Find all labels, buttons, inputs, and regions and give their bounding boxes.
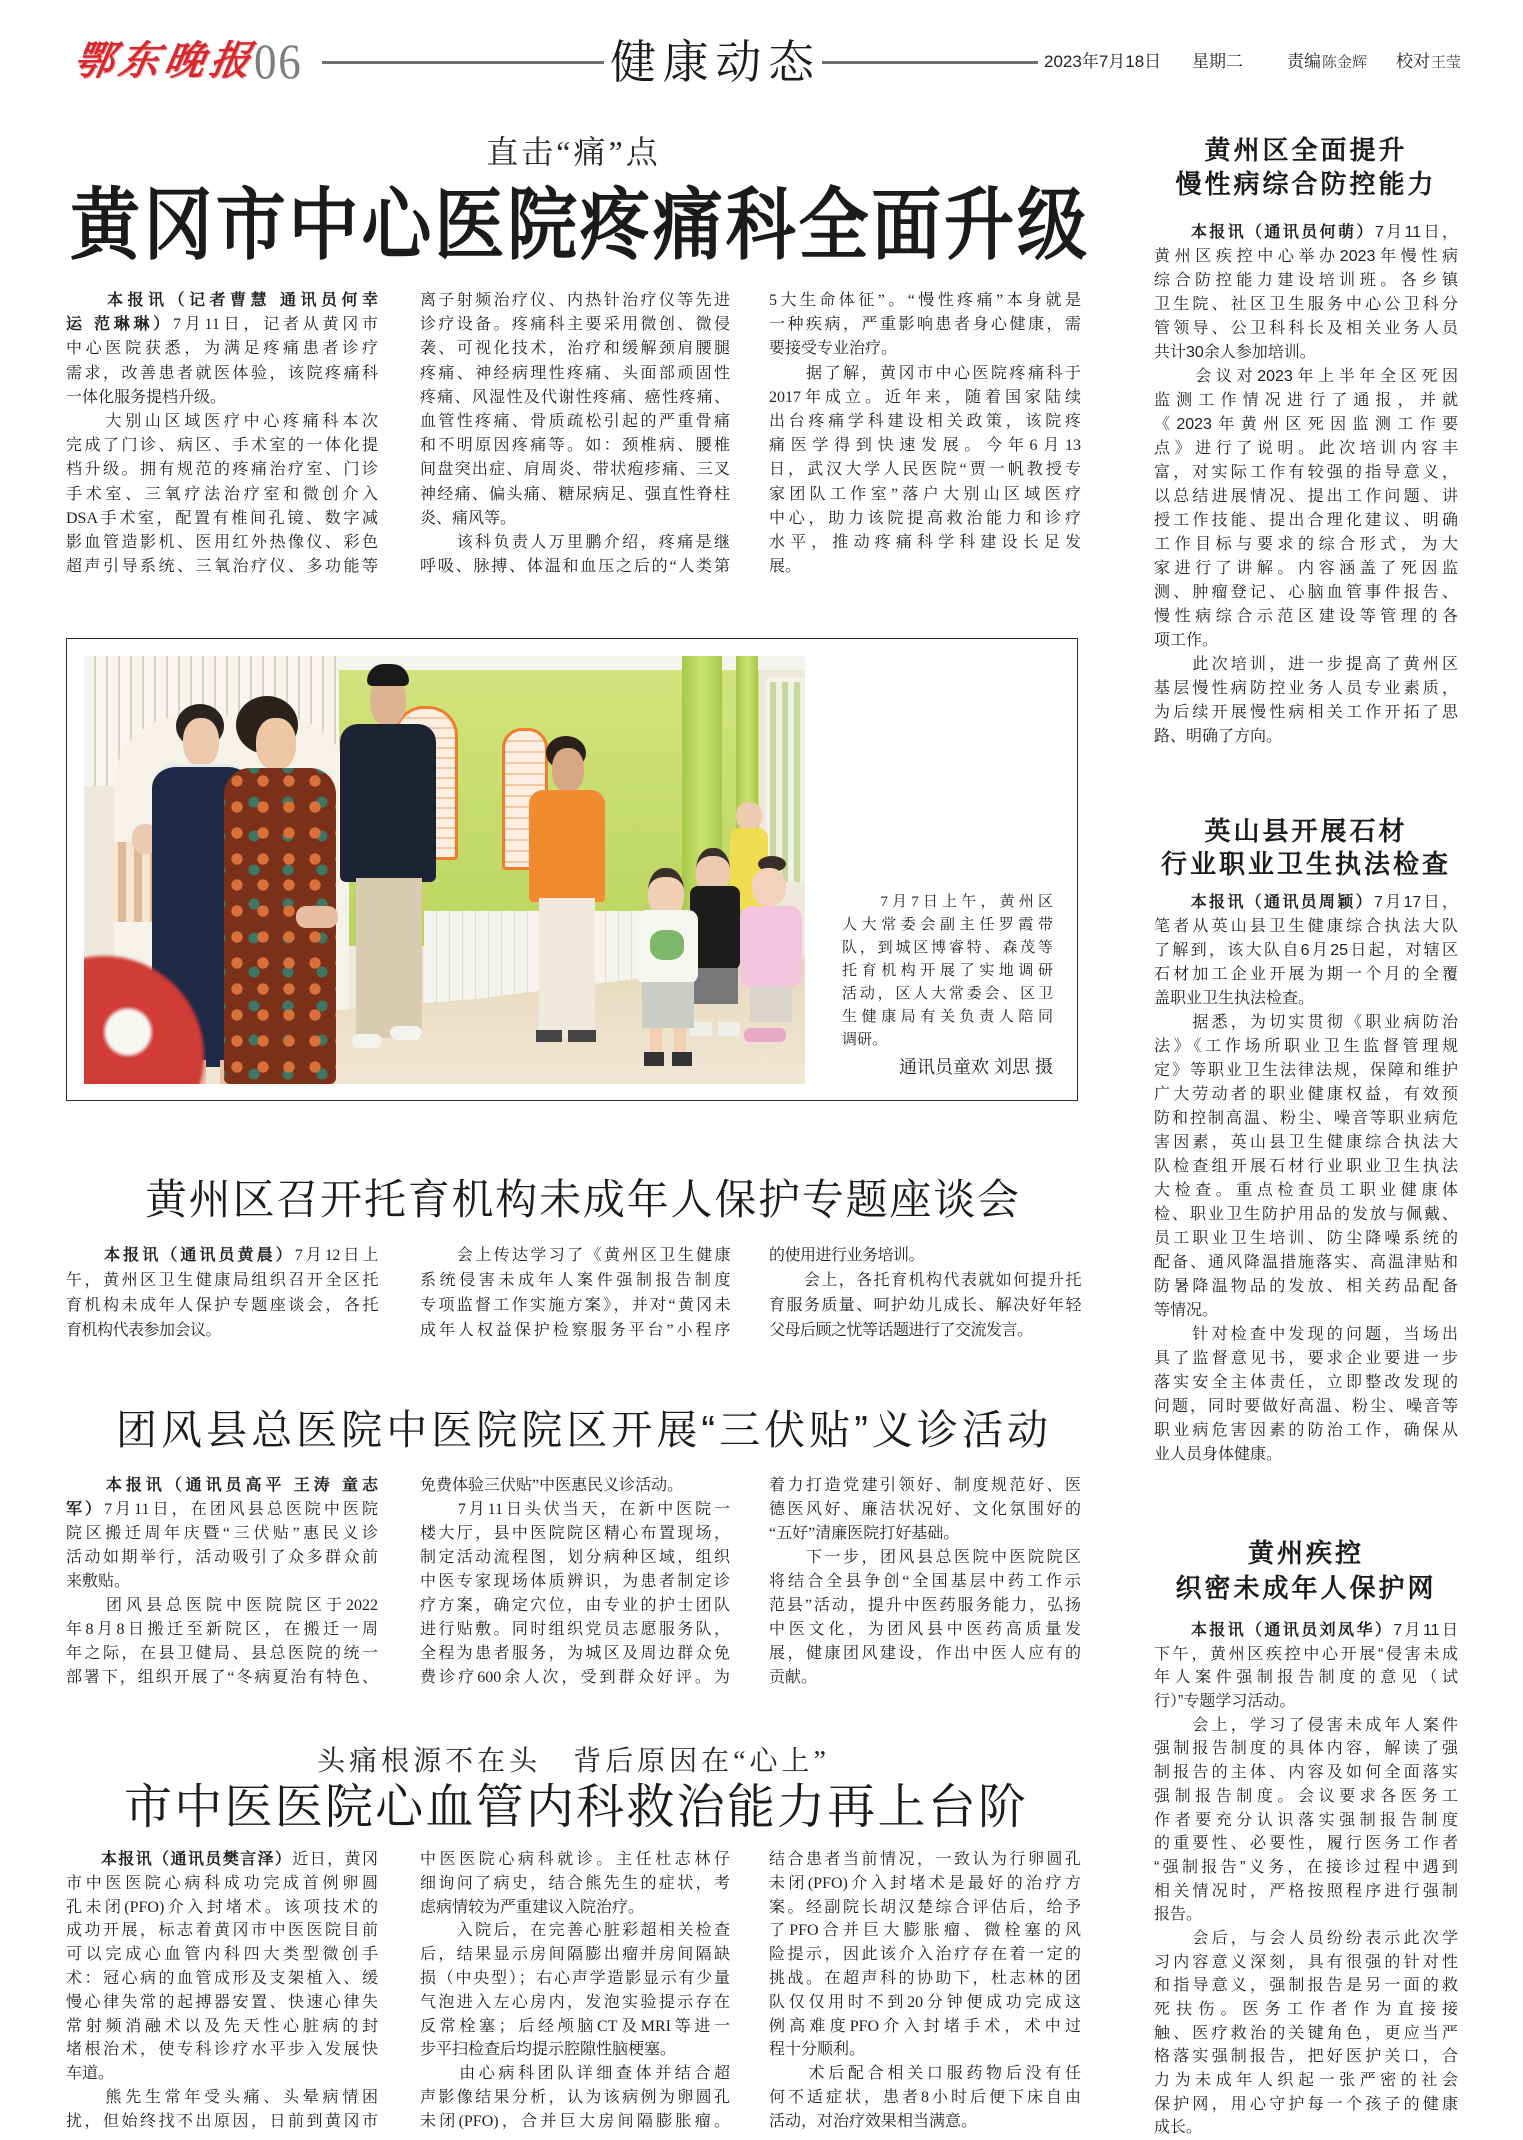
- text-line: 《2023年黄州区死因监测工作要: [1154, 416, 1458, 433]
- text-line: 配备、通风降温措施落实、高温津贴和: [1154, 1254, 1458, 1271]
- text-line: 据了解，黄冈市中心医院疼痛科于: [769, 364, 1081, 382]
- tcm-story-kicker: 头痛根源不在头 背后原因在“心上”: [317, 1746, 830, 1777]
- text-line: 结合患者当前情况，一致认为行卵圆孔: [769, 1851, 1081, 1868]
- text-line: 的重要性、必要性，履行医务工作者: [1154, 1835, 1458, 1853]
- text-line: 血管性疼痛、骨质疏松引起的严重骨痛: [420, 412, 730, 430]
- tuanfeng-story-headline: 团风县总医院中医院院区开展“三伏贴”义诊活动: [116, 1407, 1048, 1453]
- text-line: 孔未闭(PFO)介入封堵术。该项技术的: [66, 1898, 378, 1916]
- text-line: 成功开展，标志着黄冈市中医医院目前: [66, 1922, 378, 1940]
- text-line: 育机构代表参加会议。: [66, 1322, 222, 1339]
- text-line: 共计30余人参加培训。: [1154, 344, 1316, 361]
- text-line: 等情况。: [1154, 1302, 1219, 1319]
- byline: 本报讯（通讯员高平 王涛 童志: [105, 1477, 378, 1494]
- text-line: 测、肿瘤登记、心脑血管事件报告、: [1154, 584, 1458, 601]
- text-line: 疼痛、风湿性及代谢性疼痛、癌性疼痛、: [420, 388, 730, 406]
- text-column: [1154, 891, 1458, 1467]
- text-line: 法》《工作场所职业卫生监督管理规: [1154, 1038, 1458, 1055]
- text-line: 综合防控能力建设培训班。各乡镇: [1154, 272, 1458, 289]
- text-line: 年人案件强制报告制度的意见（试: [1154, 1669, 1458, 1687]
- text-line: 常射频消融术以及先天性心脏病的封: [66, 2017, 378, 2035]
- photo-child-yellow-head: [736, 802, 762, 830]
- text-line: 队仅仅用时不到20分钟便成功完成这: [769, 1993, 1081, 2011]
- photo-woman-pattern-face: [256, 718, 296, 770]
- text-line: 险提示，因此该介入治疗存在着一定的: [769, 1946, 1081, 1964]
- text-line: 家进行了讲解。内容涵盖了死因监: [1154, 560, 1458, 577]
- lead-story-headline: 黄冈市中心医院疼痛科全面升级: [70, 181, 1087, 269]
- text-line: 声影像结果分析，认为该病例为卵圆孔: [420, 2088, 730, 2106]
- text-line: 车道。: [66, 2065, 115, 2083]
- text-line: 将结合全县争创“全国基层中药工作示: [769, 1573, 1081, 1590]
- text-line: 档升级。拥有规范的疼痛治疗室、门诊: [66, 461, 378, 479]
- text-line: 作者要充分认识落实强制报告制度: [1154, 1811, 1458, 1829]
- photo-credit: 通讯员童欢 刘思 摄: [898, 1057, 1053, 1077]
- photo-man-hair: [367, 664, 409, 686]
- text-line: 进行贴敷。同时组织党员志愿服务队，: [420, 1621, 730, 1638]
- text-line: 为后续开展慢性病相关工作开拓了思: [1154, 704, 1458, 721]
- text-line: 富，对实际工作有较强的指导意义，: [1154, 464, 1458, 481]
- photo-woman-orange-face: [552, 748, 584, 792]
- lead-story-kicker: 直击“痛”点: [486, 134, 661, 170]
- text-line: 本报讯（通讯员黄晨）7月12日上: [104, 1247, 378, 1264]
- text-line: 贡献。: [769, 1669, 818, 1686]
- text-line: 虑病情较为严重建议入院治疗。: [420, 1898, 645, 1916]
- text-line: 展，健康团风建设，作出中医人应有的: [769, 1645, 1081, 1662]
- text-line: 授工作技能、提出合理化建议、明确: [1154, 512, 1458, 529]
- text-column: [420, 1474, 730, 1690]
- text-line: 队，到城区博睿特、森茂等: [842, 940, 1053, 956]
- text-column: [1154, 221, 1458, 749]
- text-line: 7月7日上午，黄州区: [842, 894, 1053, 910]
- text-line: 针对检查中发现的问题，当场出: [1154, 1326, 1458, 1343]
- masthead-rule-right: [822, 61, 1038, 64]
- proofreader-label: 校对: [1396, 52, 1430, 71]
- text-line: 需求，改善患者就医体验，该院疼痛科: [66, 364, 378, 382]
- issue-date: 2023年7月18日: [1044, 52, 1162, 71]
- text-line: 团风县总医院中医院院区于2022: [66, 1597, 378, 1614]
- text-line: 未闭(PFO)，合并巨大房间隔膨胀瘤。: [420, 2112, 730, 2130]
- childcare-story-headline: 黄州区召开托育机构未成年人保护专题座谈会: [145, 1176, 1019, 1223]
- editor-label: 责编: [1287, 52, 1321, 71]
- text-line: 间盘突出症、肩周炎、带状疱疹痛、三叉: [420, 461, 730, 479]
- text-line: 疼痛、神经病理性疼痛、头面部顽固性: [420, 364, 730, 382]
- text-line: 本报讯（通讯员周颖）7月17日，: [1190, 894, 1458, 911]
- text-line: 卫生院、社区卫生服务中心公卫科分: [1154, 296, 1458, 313]
- text-line: 入院后，在完善心脏彩超相关检查: [420, 1922, 730, 1940]
- text-line: 中医专家现场体质辨识，为患者制定诊: [420, 1573, 730, 1590]
- text-line: 防暑降温物品的发放、相关药品配备: [1154, 1278, 1458, 1295]
- text-line: 2017年成立。近年来，随着国家陆续: [769, 388, 1081, 406]
- photo-child-pink-shorts: [750, 986, 792, 1022]
- proofreader-name: 王莹: [1431, 54, 1462, 71]
- text-line: 军）7月11日，在团风县总医院中医院: [66, 1501, 378, 1518]
- text-line: 相关情况时，严格按照程序进行强制: [1154, 1882, 1458, 1900]
- text-line: 年8月8日搬迁至新院区，在搬迁一周: [66, 1621, 378, 1638]
- text-line: 出台疼痛学科建设相关政策，该院疼: [769, 412, 1081, 430]
- text-line: 基层慢性病防控业务人员专业素质，: [1154, 680, 1458, 697]
- text-line: DSA手术室，配置有椎间孔镜、数字减: [66, 509, 378, 527]
- text-line: 中心，助力该院提高救治能力和诊疗: [769, 509, 1081, 527]
- text-line: 专项监督工作实施方案》，并对“黄冈未: [420, 1297, 730, 1314]
- text-line: 慢性病综合示范区建设等管理的各: [1154, 608, 1458, 625]
- text-line: 痛医学得到快速发展。今年6月13: [769, 437, 1081, 455]
- photo-child-pink-sandals: [744, 1028, 786, 1042]
- text-line: 部署下，组织开展了“冬病夏治有特色、: [66, 1669, 378, 1686]
- text-line: 管领导、公卫科科长及相关业务人员: [1154, 320, 1458, 337]
- text-line: 托育机构开展了实地调研: [842, 963, 1053, 979]
- photo-woman-navy-face: [183, 718, 219, 766]
- photo-child-black-shorts: [694, 968, 738, 1004]
- text-line: 来敷贴。: [66, 1573, 131, 1590]
- text-line: 挑战。在超声科的协助下，杜志林的团: [769, 1969, 1081, 1987]
- text-line: 慢心律失常的起搏器安置、快速心律失: [66, 1993, 378, 2011]
- text-line: “强制报告”义务，在接诊过程中遇到: [1154, 1858, 1458, 1876]
- text-column: [66, 1243, 378, 1343]
- text-line: 育机构未成年人保护专题座谈会，各托: [66, 1297, 378, 1314]
- sidebar-story-2-body: [1154, 891, 1458, 1467]
- text-line: 市中医医院心病科成功完成首例卵圆: [66, 1874, 378, 1892]
- text-line: 据悉，为切实贯彻《职业病防治: [1154, 1014, 1458, 1031]
- photo-man-shoe: [390, 1026, 422, 1040]
- text-line: 中医医院心病科就诊。主任杜志林仔: [420, 1851, 730, 1868]
- text-line: 会上，学习了侵害未成年人案件: [1154, 1716, 1458, 1734]
- text-line: 完成了门诊、病区、手术室的一体化提: [66, 437, 378, 455]
- text-line: 运 范琳琳）7月11日，记者从黄冈市: [66, 316, 378, 334]
- text-line: 神经痛、偏头痛、糖尿病足、强直性脊柱: [420, 485, 730, 503]
- photo-child-pink-face: [752, 868, 786, 906]
- photo-man-shoe: [352, 1034, 382, 1048]
- text-line: 成年人权益保护检察服务平台”小程序: [420, 1322, 730, 1339]
- text-line: 育服务质量、呵护幼儿成长、解决好年轻: [769, 1297, 1081, 1314]
- sidebar-story-3-body: [1154, 1619, 1458, 2140]
- text-line: 的使用进行业务培训。: [769, 1247, 925, 1264]
- text-line: 后，结果显示房间隔膨出瘤并房间隔缺: [420, 1946, 730, 1964]
- text-line: 力为未成年人织起一张严密的社会: [1154, 2072, 1458, 2090]
- text-line: 大别山区域医疗中心疼痛科本次: [66, 412, 378, 430]
- text-line: 制报告的主体、内容及如何全面落实: [1154, 1764, 1458, 1782]
- text-line: 以总结进展情况、提出工作问题、讲: [1154, 488, 1458, 505]
- byline: 本报讯（记者曹慧 通讯员何幸: [107, 292, 378, 309]
- text-line: 何不适症状，患者8小时后便下床自由: [769, 2088, 1081, 2106]
- text-line: 会议对2023年上半年全区死因: [1154, 368, 1458, 385]
- sidebar-story-1-headline-line-1: 黄州区全面提升: [1204, 135, 1408, 165]
- text-line: 费诊疗600余人次，受到群众好评。为: [420, 1669, 730, 1686]
- text-column: [420, 1848, 730, 2134]
- text-line: 本报讯（通讯员樊言泽）近日，黄冈: [100, 1851, 378, 1868]
- text-column: [66, 1474, 378, 1690]
- text-line: 院区搬迁周年庆暨“三伏贴”惠民义诊: [66, 1525, 378, 1542]
- text-line: 点》进行了说明。此次培训内容丰: [1154, 440, 1458, 457]
- text-line: 定》等职业卫生法律法规，保障和维护: [1154, 1062, 1458, 1079]
- text-line: 路、明确了方向。: [1154, 728, 1283, 745]
- text-line: 由心病科团队详细查体并结合超: [420, 2065, 730, 2083]
- text-line: 成长。: [1154, 2119, 1203, 2137]
- text-column: [769, 289, 1081, 579]
- text-line: 检、职业卫生防护用品的发放与佩戴、: [1154, 1206, 1458, 1223]
- text-line: [66, 289, 378, 313]
- text-line: 问题，同时要做好高温、粉尘、噪音等: [1154, 1398, 1458, 1415]
- text-line: 人大常委会副主任罗霞带: [842, 917, 1053, 933]
- text-line: 系统侵害未成年人案件强制报告制度: [420, 1272, 730, 1289]
- text-line: 水平，推动疼痛科学科建设长足发: [769, 533, 1081, 551]
- text-line: 着力打造党建引领好、制度规范好、医: [769, 1477, 1081, 1494]
- masthead-rule-left: [322, 61, 604, 64]
- text-line: 该科负责人万里鹏介绍，疼痛是继: [420, 533, 730, 551]
- page-number: 06: [254, 33, 303, 89]
- photo-child-white-shorts: [642, 982, 694, 1028]
- text-column: [1154, 1619, 1458, 2140]
- byline: 本报讯（通讯员何萌）: [1190, 224, 1375, 241]
- text-line: 免费体验三伏贴”中医惠民义诊活动。: [420, 1477, 684, 1494]
- text-line: 父母后顾之忧等话题进行了交流发言。: [769, 1322, 1033, 1339]
- text-line: 职业病危害因素的防治工作，确保从: [1154, 1422, 1458, 1439]
- text-line: 广大劳动者的职业健康权益，有效预: [1154, 1086, 1458, 1103]
- text-line: 石材加工企业开展为期一个月的全覆: [1154, 966, 1458, 983]
- text-line: 此次培训，进一步提高了黄州区: [1154, 656, 1458, 673]
- text-column: [66, 1848, 378, 2134]
- section-title: 健康动态: [610, 36, 814, 88]
- text-line: 大检查。重点检查员工职业健康体: [1154, 1182, 1458, 1199]
- text-line: 会上传达学习了《黄州区卫生健康: [420, 1247, 730, 1264]
- text-line: 超声引导系统、三氧治疗仪、多功能等: [66, 558, 378, 576]
- text-column: [769, 1243, 1081, 1343]
- text-line: 5大生命体征”。“慢性疼痛”本身就是: [769, 292, 1081, 309]
- byline: 本报讯（通讯员刘凤华）: [1190, 1622, 1394, 1639]
- text-line: 和不明原因疼痛等。如：颈椎病、腰椎: [420, 437, 730, 455]
- text-line: 制定活动流程图，划分病种区域，组织: [420, 1549, 730, 1566]
- text-line: 一体化服务提档升级。: [66, 388, 227, 406]
- text-line: 未闭(PFO)介入封堵术是最好的治疗方: [769, 1874, 1081, 1892]
- photo-woman-pattern-hands: [296, 906, 338, 928]
- text-line: “五好”清廉医院打好基础。: [769, 1525, 960, 1542]
- text-line: 了PFO合并巨大膨胀瘤、微栓塞的风: [769, 1922, 1081, 1940]
- text-line: 家团队工作室”落户大别山区域医疗: [769, 485, 1081, 503]
- text-line: 落实安全主体责任，立即整改发现的: [1154, 1374, 1458, 1391]
- text-line: 会后，与会人员纷纷表示此次学: [1154, 1929, 1458, 1947]
- text-column: [66, 289, 378, 579]
- text-line: 全程为患者服务，为城区及周边群众免: [420, 1645, 730, 1662]
- sidebar-story-1-headline-line-2: 慢性病综合防控能力: [1175, 169, 1437, 199]
- text-line: 术：冠心病的血管成形及支架植入、缓: [66, 1969, 378, 1987]
- text-line: 例高难度PFO介入封堵手术，术中过: [769, 2017, 1081, 2035]
- text-line: 中心医院获悉，为满足疼痛患者诊疗: [66, 340, 378, 358]
- text-line: 下午，黄州区疾控中心开展“侵害未成: [1154, 1645, 1458, 1663]
- text-line: 损（中央型）；右心声学造影显示有少量: [420, 1969, 730, 1987]
- photo-child-white-legs: [650, 1028, 686, 1054]
- text-line: 诊疗设备。疼痛科主要采用微创、微侵: [420, 316, 730, 334]
- photo-woman-orange-shoes: [536, 1030, 596, 1042]
- text-line: 害因素，英山县卫生健康综合执法大: [1154, 1134, 1458, 1151]
- text-line: 术后配合相关口服药物后没有任: [769, 2065, 1081, 2083]
- text-line: 中医文化，为团风县中医药高质量发: [769, 1621, 1081, 1638]
- text-line: 步平扫检查后均提示腔隙性脑梗塞。: [420, 2041, 677, 2059]
- byline: 运 范琳琳）: [66, 316, 173, 334]
- text-column: [842, 891, 1053, 1052]
- sidebar-story-2-headline-line-2: 行业职业卫生执法检查: [1160, 849, 1451, 879]
- text-line: 程十分顺利。: [769, 2041, 866, 2059]
- sidebar-story-1-body: [1154, 221, 1458, 749]
- text-line: 黄州区疾控中心举办2023年慢性病: [1154, 248, 1458, 265]
- text-line: 防和控制高温、粉尘、噪音等职业病危: [1154, 1110, 1458, 1127]
- editor-name: 陈金辉: [1322, 54, 1368, 71]
- text-line: 气泡进入左心房内，发泡实验提示存在: [420, 1993, 730, 2011]
- text-line: 队检查组开展石材行业职业卫生执法: [1154, 1158, 1458, 1175]
- text-line: 本报讯（通讯员何萌）7月11日，: [1190, 224, 1458, 241]
- text-line: 和指导意义，强制报告是另一面的救: [1154, 1977, 1458, 1995]
- photo-woman-orange-shirt: [529, 790, 605, 902]
- text-line: 业人员身体健康。: [1154, 1446, 1283, 1463]
- text-line: 7月11日头伏当天，在新中医院一: [420, 1501, 730, 1518]
- photo-window: [766, 678, 805, 882]
- text-line: 习内容意义深刻，具有很强的针对性: [1154, 1953, 1458, 1971]
- photo-man-pants: [356, 878, 422, 1038]
- text-line: 强制报告制度的具体内容，解读了强: [1154, 1740, 1458, 1758]
- sidebar-story-3-headline-line-2: 织密未成年人保护网: [1175, 1573, 1437, 1603]
- text-column: [420, 289, 730, 579]
- tcm-story-headline: 市中医医院心血管内科救治能力再上台阶: [124, 1781, 1026, 1834]
- text-line: 要接受专业治疗。: [769, 340, 898, 358]
- byline: 军）: [66, 1501, 105, 1518]
- text-line: 触、医疗救治的关键角色，更应当严: [1154, 2024, 1458, 2042]
- text-line: 活动，对治疗效果相当满意。: [769, 2112, 978, 2130]
- text-line: 炎、痛风等。: [420, 509, 517, 527]
- issue-weekday: 星期二: [1192, 52, 1243, 71]
- sidebar-story-2-headline-line-1: 英山县开展石材: [1204, 816, 1408, 846]
- text-line: 项工作。: [1154, 632, 1219, 649]
- text-line: 一种疾病，严重影响患者身心健康，需: [769, 316, 1081, 334]
- text-line: 工作目标与要求的综合形式，为大: [1154, 536, 1458, 553]
- text-line: 笔者从英山县卫生健康综合执法大队: [1154, 918, 1458, 935]
- text-line: 强制报告制度。会议要求各医务工: [1154, 1787, 1458, 1805]
- text-line: 活动如期举行，活动吸引了众多群众前: [66, 1549, 378, 1566]
- text-line: 手术室、三氧疗法治疗室和微创介入: [66, 485, 378, 503]
- text-line: 德医风好、廉洁状况好、文化氛围好的: [769, 1501, 1081, 1518]
- byline: 本报讯（通讯员周颖）: [1190, 894, 1374, 911]
- text-line: 会上，各托育机构代表就如何提升托: [769, 1272, 1081, 1289]
- text-column: [769, 1474, 1081, 1690]
- text-line: 生健康局有关负责人陪同: [842, 1009, 1053, 1025]
- text-line: 报告。: [1154, 1906, 1203, 1924]
- text-line: 调研。: [842, 1032, 888, 1048]
- text-line: 盖职业卫生执法检查。: [1154, 990, 1315, 1007]
- text-line: 反常栓塞；后经颅脑CT及MRI等进一: [420, 2017, 730, 2035]
- text-line: 袭、可视化技术，治疗和缓解颈肩腰腿: [420, 340, 730, 358]
- text-line: 案。经副院长胡汉楚综合评估后，给予: [769, 1898, 1081, 1916]
- photo-child-white-sandals: [644, 1052, 692, 1066]
- text-line: 死扶伤。医务工作者作为直接接: [1154, 2001, 1458, 2018]
- text-line: 楼大厅，县中医院院区精心布置现场，: [420, 1525, 730, 1542]
- text-line: 扰，但始终找不出原因，日前到黄冈市: [66, 2112, 378, 2130]
- text-line: 疗方案，确定穴位，由专业的护士团队: [420, 1597, 730, 1614]
- byline: 本报讯（通讯员黄晨）: [104, 1247, 295, 1264]
- text-line: 可以完成心血管内科四大类型微创手: [66, 1946, 378, 1964]
- photo-child-black-shoes: [690, 1022, 740, 1036]
- text-line: 员工职业卫生培训、防尘降噪系统的: [1154, 1230, 1458, 1247]
- text-line: 本报讯（通讯员刘凤华）7月11日: [1190, 1622, 1458, 1639]
- text-line: 日，武汉大学人民医院“贾一帆教授专: [769, 461, 1081, 479]
- text-line: 具了监督意见书，要求企业要进一步: [1154, 1350, 1458, 1367]
- text-line: 活动，区人大常委会、区卫: [842, 986, 1053, 1002]
- news-photo: [84, 656, 805, 1084]
- byline: 本报讯（通讯员樊言泽）: [100, 1851, 293, 1868]
- text-line: 监测工作情况进行了通报，并就: [1154, 392, 1458, 409]
- photo-child-shirt-print: [650, 930, 684, 960]
- text-line: 范县”活动，提升中医药服务能力，弘扬: [769, 1597, 1081, 1614]
- text-line: [66, 1474, 378, 1498]
- text-line: 展。: [769, 558, 802, 576]
- text-line: 下一步，团风县总医院中医院院区: [769, 1549, 1081, 1566]
- text-column: [769, 1848, 1081, 2134]
- photo-man-shirt: [340, 724, 436, 882]
- text-line: 保护网，用心守护每一个孩子的健康: [1154, 2095, 1458, 2113]
- text-line: 离子射频治疗仪、内热针治疗仪等先进: [420, 292, 730, 309]
- text-line: 行）”专题学习活动。: [1154, 1693, 1296, 1711]
- photo-woman-orange-pants: [539, 898, 595, 1038]
- text-column: [420, 1243, 730, 1343]
- text-line: 格落实强制报告，把好医护关口，合: [1154, 2048, 1458, 2066]
- text-line: 了解到，该大队自6月25日起，对辖区: [1154, 942, 1458, 959]
- sidebar-story-3-headline-line-1: 黄州疾控: [1247, 1538, 1364, 1568]
- text-line: 年之际，在县卫健局、县总医院的统一: [66, 1645, 378, 1662]
- text-line: 影血管造影机、医用红外热像仪、彩色: [66, 533, 378, 551]
- newspaper-logo: 鄂东晚报: [69, 37, 255, 84]
- text-line: 呼吸、脉搏、体温和血压之后的“人类第: [420, 558, 730, 576]
- text-line: 细询问了病史，结合熊先生的症状，考: [420, 1874, 730, 1892]
- photo-child-pink-shirt: [740, 906, 802, 988]
- text-line: 午，黄州区卫生健康局组织召开全区托: [66, 1272, 378, 1289]
- text-line: 熊先生常年受头痛、头晕病情困: [66, 2088, 378, 2106]
- text-line: 堵根治术，使专科诊疗水平步入发展快: [66, 2041, 378, 2059]
